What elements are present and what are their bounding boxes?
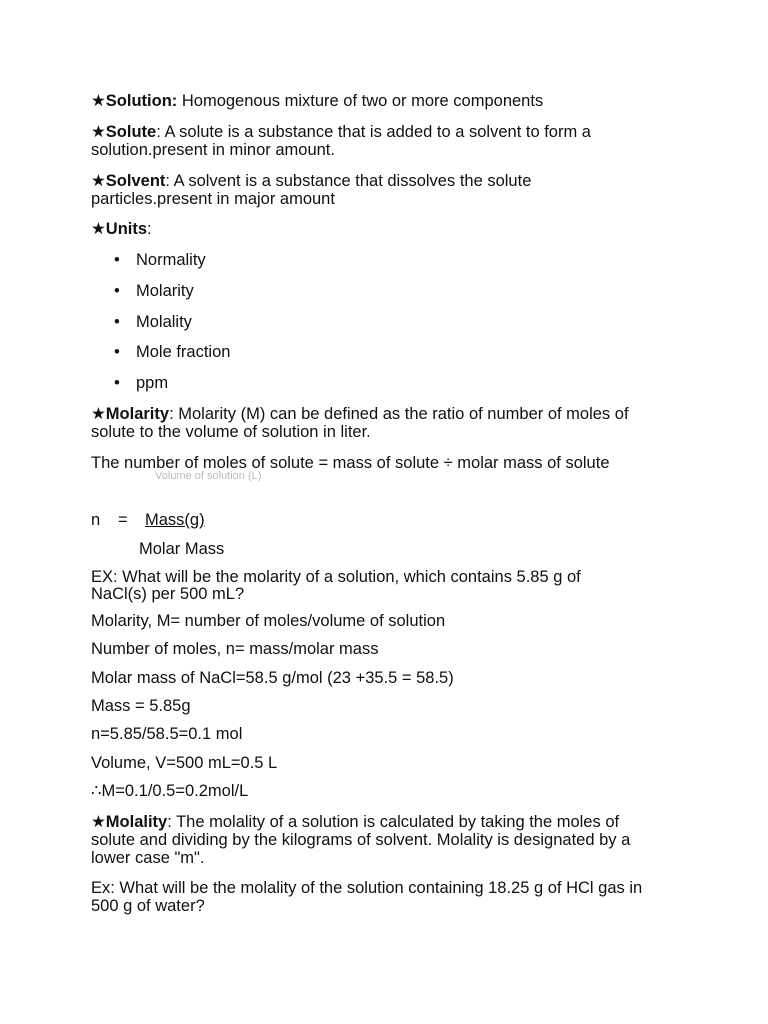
list-item: Molarity — [136, 282, 194, 300]
molarity-term: Molarity — [105, 405, 170, 423]
formula-equals: = — [118, 511, 128, 529]
example1-step: Volume, V=500 mL=0.5 L — [91, 754, 278, 772]
example1-answer: ∴M=0.1/0.5=0.2mol/L — [91, 782, 249, 800]
molarity-definition: ★Molarity: Molarity (M) can be defined as the ratio of number of moles of — [91, 405, 629, 423]
solute-definition: ★Solute: A solute is a substance that is added to a solvent to form a — [91, 123, 591, 141]
formula-numerator: Mass(g) — [145, 511, 205, 529]
formula-n: n — [91, 511, 101, 529]
moles-formula-text: The number of moles of solute = mass of solute ÷ molar mass of solute — [91, 454, 610, 472]
list-item: ppm — [136, 374, 169, 392]
solution-term: Solution: — [105, 92, 178, 110]
solvent-definition: ★Solvent: A solvent is a substance that dissolves the solute — [91, 172, 532, 190]
solvent-term: Solvent — [105, 172, 166, 190]
example1-step: Molar mass of NaCl=58.5 g/mol (23 +35.5 = 58.5) — [91, 669, 454, 687]
molality-term: Molality — [105, 813, 168, 831]
list-item: Mole fraction — [136, 343, 231, 361]
formula-denominator: Molar Mass — [139, 540, 225, 558]
solution-definition: ★Solution: Homogenous mixture of two or more components — [91, 92, 544, 110]
example1-step: Molarity, M= number of moles/volume of solution — [91, 612, 446, 630]
molality-definition: ★Molality: The molality of a solution is calculated by taking the moles of — [91, 813, 620, 831]
molarity-definition-cont: solute to the volume of solution in liter. — [91, 423, 371, 441]
example1-step: Number of moles, n= mass/molar mass — [91, 640, 379, 658]
faded-text: Volume of solution (L) — [155, 470, 262, 482]
list-item: Normality — [136, 251, 206, 269]
molality-definition-cont: lower case "m". — [91, 849, 205, 867]
list-item: Molality — [136, 313, 192, 331]
example1-step: Mass = 5.85g — [91, 697, 191, 715]
example2-question-cont: 500 g of water? — [91, 897, 205, 915]
example1-step: n=5.85/58.5=0.1 mol — [91, 725, 243, 743]
units-term: Units — [105, 220, 148, 238]
solute-definition-cont: solution.present in minor amount. — [91, 141, 335, 159]
molality-definition-cont: solute and dividing by the kilograms of solvent. Molality is designated by a — [91, 831, 631, 849]
example2-question: Ex: What will be the molality of the solution containing 18.25 g of HCl gas in — [91, 879, 643, 897]
units-heading: ★Units: — [91, 220, 152, 238]
document-page: ★Solution: Homogenous mixture of two or more components ★Solute: A solute is a substance that is added to a solvent to form a solution.present in minor amount. ★Solvent: A solvent is a substance that dissolves the solute particles.present in major amount ★Units: • Normality • Molarity • Molality • Mole fraction • ppm ★Molarity: Molarity (M) can be defined as the ratio of number of moles of solute to the volume of solution in liter. The number of moles of solute = mass of solute ÷ molar mass of solute Volume of solution (L) n = Mass(g) Molar Mass EX: What will be the molarity of a solution, which contains 5.85 g of NaCl(s) per 500 mL? Molarity, M= number of moles/volume of solution Number of moles, n= mass/molar mass Molar mass of NaCl=58.5 g/mol (23 +35.5 = 58.5) Mass = 5.85g n=5.85/58.5=0.1 mol Volume, V=500 mL=0.5 L ∴M=0.1/0.5=0.2mol/L ★Molality: The molality of a solution is calculated by taking the moles of solute and dividing by the kilograms of solvent. Molality is designated by a lower case "m". Ex: What will be the molality of the solution containing 18.25 g of HCl gas in 500 g of water? — [91, 92, 643, 915]
solute-term: Solute — [105, 123, 157, 141]
example1-question-cont: NaCl(s) per 500 mL? — [91, 585, 245, 603]
example1-question: EX: What will be the molarity of a solution, which contains 5.85 g of — [91, 568, 581, 586]
solvent-definition-cont: particles.present in major amount — [91, 190, 335, 208]
